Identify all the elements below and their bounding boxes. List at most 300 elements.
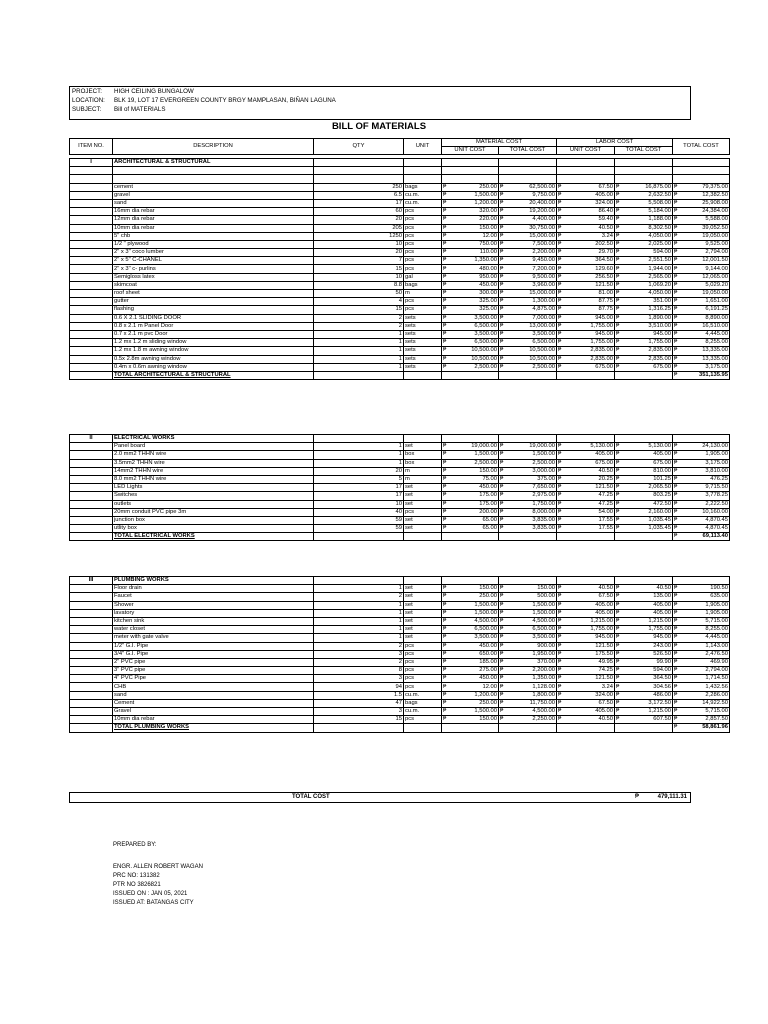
peso-icon: ₱ bbox=[442, 191, 450, 199]
empty-cell bbox=[113, 175, 314, 183]
peso-icon: ₱ bbox=[557, 508, 565, 516]
unit-cell: box bbox=[404, 459, 442, 467]
peso-icon: ₱ bbox=[673, 232, 681, 240]
empty-cell bbox=[442, 577, 499, 585]
section-number: II bbox=[70, 435, 113, 443]
description-cell: 8.0 mm2 THHN wire bbox=[113, 475, 314, 483]
peso-icon: ₱ bbox=[499, 347, 507, 355]
peso-icon: ₱ bbox=[442, 443, 450, 451]
labor-unit-cost: 40.50 bbox=[565, 224, 615, 232]
empty-cell bbox=[615, 577, 673, 585]
peso-icon: ₱ bbox=[499, 609, 507, 617]
labor-unit-cost: 40.50 bbox=[565, 585, 615, 593]
material-total-cost: 2,250.00 bbox=[507, 716, 557, 724]
empty-cell bbox=[615, 167, 673, 175]
section-table-electrical bbox=[69, 434, 730, 541]
peso-icon: ₱ bbox=[442, 626, 450, 634]
peso-icon: ₱ bbox=[442, 322, 450, 330]
peso-icon: ₱ bbox=[442, 658, 450, 666]
table-row bbox=[70, 459, 730, 467]
row-total-cost: 1,905.00 bbox=[681, 601, 730, 609]
peso-icon: ₱ bbox=[442, 451, 450, 459]
labor-unit-cost: 1,755.00 bbox=[565, 322, 615, 330]
description-cell: 1.2 mx 1.2 m sliding window bbox=[113, 339, 314, 347]
description-cell: 2" PVC pipe bbox=[113, 658, 314, 666]
peso-icon: ₱ bbox=[557, 322, 565, 330]
item-no-cell bbox=[70, 609, 113, 617]
unit-cell: set bbox=[404, 484, 442, 492]
peso-icon: ₱ bbox=[673, 675, 681, 683]
description-cell: gutter bbox=[113, 298, 314, 306]
peso-icon: ₱ bbox=[673, 601, 681, 609]
item-no-cell bbox=[70, 339, 113, 347]
unit-cell: m bbox=[404, 475, 442, 483]
peso-icon: ₱ bbox=[615, 199, 623, 207]
empty-cell bbox=[442, 167, 499, 175]
labor-unit-cost: 81.00 bbox=[565, 290, 615, 298]
peso-icon: ₱ bbox=[673, 240, 681, 248]
peso-icon: ₱ bbox=[615, 492, 623, 500]
peso-icon: ₱ bbox=[615, 609, 623, 617]
qty-cell: 2 bbox=[314, 322, 404, 330]
peso-icon: ₱ bbox=[557, 708, 565, 716]
qty-cell: 50 bbox=[314, 290, 404, 298]
peso-icon: ₱ bbox=[615, 617, 623, 625]
peso-icon: ₱ bbox=[499, 467, 507, 475]
qty-cell: 10 bbox=[314, 500, 404, 508]
labor-unit-cost: 2,835.00 bbox=[565, 347, 615, 355]
description-cell: outlets bbox=[113, 500, 314, 508]
header-unit: UNIT bbox=[404, 139, 442, 155]
description-cell: cement bbox=[113, 183, 314, 191]
item-no-cell bbox=[70, 500, 113, 508]
peso-icon: ₱ bbox=[557, 525, 565, 533]
labor-unit-cost: 20.25 bbox=[565, 475, 615, 483]
row-total-cost: 12,001.50 bbox=[681, 257, 730, 265]
labor-unit-cost: 47.25 bbox=[565, 500, 615, 508]
table-row bbox=[70, 183, 730, 191]
row-total-cost: 4,445.00 bbox=[681, 330, 730, 338]
peso-icon: ₱ bbox=[442, 339, 450, 347]
item-no-cell bbox=[70, 273, 113, 281]
labor-total-cost: 405.00 bbox=[623, 609, 673, 617]
row-total-cost: 3,175.00 bbox=[681, 459, 730, 467]
table-row bbox=[70, 240, 730, 248]
item-no-cell bbox=[70, 363, 113, 371]
material-total-cost: 7,200.00 bbox=[507, 265, 557, 273]
peso-icon: ₱ bbox=[499, 339, 507, 347]
material-total-cost: 9,450.00 bbox=[507, 257, 557, 265]
peso-icon: ₱ bbox=[615, 314, 623, 322]
material-unit-cost: 12.00 bbox=[450, 683, 499, 691]
material-unit-cost: 3,500.00 bbox=[450, 634, 499, 642]
item-no-cell bbox=[70, 355, 113, 363]
description-cell: skimcoat bbox=[113, 281, 314, 289]
description-cell: 3/4" G.I. Pipe bbox=[113, 650, 314, 658]
material-total-cost: 1,350.00 bbox=[507, 675, 557, 683]
unit-cell: bags bbox=[404, 699, 442, 707]
row-total-cost: 39,052.50 bbox=[681, 224, 730, 232]
peso-icon: ₱ bbox=[499, 240, 507, 248]
labor-unit-cost: 2,835.00 bbox=[565, 355, 615, 363]
labor-total-cost: 3,510.00 bbox=[623, 322, 673, 330]
empty-cell bbox=[673, 167, 730, 175]
labor-total-cost: 594.00 bbox=[623, 249, 673, 257]
item-no-cell bbox=[70, 658, 113, 666]
qty-cell: 15 bbox=[314, 265, 404, 273]
labor-total-cost: 1,069.20 bbox=[623, 281, 673, 289]
peso-icon: ₱ bbox=[442, 216, 450, 224]
labor-total-cost: 5,130.00 bbox=[623, 443, 673, 451]
item-no-cell bbox=[70, 585, 113, 593]
table-row bbox=[70, 525, 730, 533]
description-cell: Shower bbox=[113, 601, 314, 609]
labor-total-cost: 3,172.50 bbox=[623, 699, 673, 707]
empty-cell bbox=[404, 175, 442, 183]
item-no-cell bbox=[70, 330, 113, 338]
material-total-cost: 13,000.00 bbox=[507, 322, 557, 330]
labor-total-cost: 16,875.00 bbox=[623, 183, 673, 191]
table-row bbox=[70, 257, 730, 265]
unit-cell: pcs bbox=[404, 658, 442, 666]
unit-cell: set bbox=[404, 601, 442, 609]
peso-icon: ₱ bbox=[499, 249, 507, 257]
material-unit-cost: 65.00 bbox=[450, 516, 499, 524]
item-no-cell bbox=[70, 290, 113, 298]
peso-icon: ₱ bbox=[557, 232, 565, 240]
material-unit-cost: 450.00 bbox=[450, 642, 499, 650]
peso-icon: ₱ bbox=[442, 585, 450, 593]
peso-icon: ₱ bbox=[499, 459, 507, 467]
peso-icon: ₱ bbox=[442, 290, 450, 298]
peso-icon: ₱ bbox=[615, 500, 623, 508]
table-row bbox=[70, 500, 730, 508]
ptr-number: PTR NO 3826821 bbox=[113, 882, 161, 888]
peso-icon: ₱ bbox=[615, 525, 623, 533]
table-row bbox=[70, 691, 730, 699]
peso-icon: ₱ bbox=[673, 459, 681, 467]
labor-total-cost: 2,065.50 bbox=[623, 484, 673, 492]
peso-icon: ₱ bbox=[557, 500, 565, 508]
peso-icon: ₱ bbox=[442, 199, 450, 207]
peso-icon: ₱ bbox=[442, 634, 450, 642]
peso-icon: ₱ bbox=[499, 273, 507, 281]
peso-icon: ₱ bbox=[442, 716, 450, 724]
peso-icon: ₱ bbox=[557, 330, 565, 338]
material-unit-cost: 200.00 bbox=[450, 508, 499, 516]
row-total-cost: 1,651.00 bbox=[681, 298, 730, 306]
row-total-cost: 13,335.00 bbox=[681, 347, 730, 355]
empty-cell bbox=[404, 159, 442, 167]
peso-icon: ₱ bbox=[557, 699, 565, 707]
material-unit-cost: 150.00 bbox=[450, 716, 499, 724]
labor-total-cost: 1,215.00 bbox=[623, 617, 673, 625]
peso-icon: ₱ bbox=[673, 371, 681, 379]
empty-cell bbox=[442, 435, 499, 443]
peso-icon: ₱ bbox=[499, 183, 507, 191]
material-unit-cost: 300.00 bbox=[450, 290, 499, 298]
labor-unit-cost: 405.00 bbox=[565, 708, 615, 716]
unit-cell: set bbox=[404, 516, 442, 524]
material-unit-cost: 1,500.00 bbox=[450, 609, 499, 617]
peso-icon: ₱ bbox=[442, 459, 450, 467]
description-cell: meter with gate valve bbox=[113, 634, 314, 642]
labor-total-cost: 351.00 bbox=[623, 298, 673, 306]
peso-icon: ₱ bbox=[499, 650, 507, 658]
material-unit-cost: 6,500.00 bbox=[450, 339, 499, 347]
qty-cell: 7 bbox=[314, 257, 404, 265]
item-no-cell bbox=[70, 525, 113, 533]
peso-icon: ₱ bbox=[557, 355, 565, 363]
peso-icon: ₱ bbox=[673, 691, 681, 699]
peso-icon: ₱ bbox=[673, 273, 681, 281]
peso-icon: ₱ bbox=[673, 290, 681, 298]
qty-cell: 2 bbox=[314, 642, 404, 650]
qty-cell: 1.5 bbox=[314, 691, 404, 699]
table-row bbox=[70, 281, 730, 289]
peso-icon: ₱ bbox=[673, 609, 681, 617]
description-cell: Floor drain bbox=[113, 585, 314, 593]
material-unit-cost: 175.00 bbox=[450, 492, 499, 500]
table-row bbox=[70, 593, 730, 601]
peso-icon: ₱ bbox=[557, 347, 565, 355]
peso-icon: ₱ bbox=[499, 585, 507, 593]
row-total-cost: 1,905.00 bbox=[681, 451, 730, 459]
peso-icon: ₱ bbox=[615, 347, 623, 355]
peso-icon: ₱ bbox=[557, 208, 565, 216]
material-total-cost: 150.00 bbox=[507, 585, 557, 593]
labor-total-cost: 2,565.00 bbox=[623, 273, 673, 281]
labor-unit-cost: 405.00 bbox=[565, 451, 615, 459]
peso-icon: ₱ bbox=[673, 724, 681, 732]
header-description: DESCRIPTION bbox=[113, 139, 314, 155]
subject-value: Bill of MATERIALS bbox=[114, 106, 166, 113]
peso-icon: ₱ bbox=[499, 642, 507, 650]
empty-cell bbox=[557, 175, 615, 183]
unit-cell: pcs bbox=[404, 232, 442, 240]
labor-unit-cost: 86.40 bbox=[565, 208, 615, 216]
material-total-cost: 6,500.00 bbox=[507, 339, 557, 347]
material-unit-cost: 250.00 bbox=[450, 183, 499, 191]
peso-icon: ₱ bbox=[615, 216, 623, 224]
peso-icon: ₱ bbox=[673, 281, 681, 289]
unit-cell: set bbox=[404, 585, 442, 593]
section-total-label: TOTAL ARCHITECTURAL & STRUCTURAL bbox=[113, 371, 314, 379]
peso-icon: ₱ bbox=[499, 306, 507, 314]
material-unit-cost: 10,500.00 bbox=[450, 355, 499, 363]
labor-unit-cost: 675.00 bbox=[565, 363, 615, 371]
peso-icon: ₱ bbox=[673, 191, 681, 199]
peso-icon: ₱ bbox=[499, 691, 507, 699]
labor-total-cost: 364.50 bbox=[623, 675, 673, 683]
peso-icon: ₱ bbox=[499, 290, 507, 298]
qty-cell: 59 bbox=[314, 525, 404, 533]
peso-icon: ₱ bbox=[442, 314, 450, 322]
peso-icon: ₱ bbox=[673, 492, 681, 500]
empty-cell bbox=[314, 435, 404, 443]
peso-icon: ₱ bbox=[499, 508, 507, 516]
section-heading-row bbox=[70, 435, 730, 443]
row-total-cost: 190.50 bbox=[681, 585, 730, 593]
qty-cell: 1 bbox=[314, 363, 404, 371]
peso-icon: ₱ bbox=[673, 355, 681, 363]
empty-cell bbox=[499, 724, 557, 732]
row-total-cost: 10,160.00 bbox=[681, 508, 730, 516]
peso-icon: ₱ bbox=[557, 314, 565, 322]
qty-cell: 1 bbox=[314, 330, 404, 338]
peso-icon: ₱ bbox=[615, 650, 623, 658]
empty-cell bbox=[404, 167, 442, 175]
labor-total-cost: 304.56 bbox=[623, 683, 673, 691]
description-cell: flashing bbox=[113, 306, 314, 314]
item-no-cell bbox=[70, 667, 113, 675]
row-total-cost: 3,175.00 bbox=[681, 363, 730, 371]
labor-total-cost: 1,035.45 bbox=[623, 516, 673, 524]
peso-icon: ₱ bbox=[442, 492, 450, 500]
row-total-cost: 4,870.45 bbox=[681, 525, 730, 533]
qty-cell: 3 bbox=[314, 650, 404, 658]
peso-icon: ₱ bbox=[673, 224, 681, 232]
row-total-cost: 3,778.25 bbox=[681, 492, 730, 500]
unit-cell: pcs bbox=[404, 249, 442, 257]
labor-total-cost: 243.00 bbox=[623, 642, 673, 650]
labor-unit-cost: 405.00 bbox=[565, 191, 615, 199]
peso-icon: ₱ bbox=[442, 265, 450, 273]
peso-icon: ₱ bbox=[499, 593, 507, 601]
section-name: ARCHITECTURAL & STRUCTURAL bbox=[113, 159, 314, 167]
peso-icon: ₱ bbox=[673, 265, 681, 273]
table-row bbox=[70, 609, 730, 617]
material-unit-cost: 65.00 bbox=[450, 525, 499, 533]
labor-total-cost: 526.50 bbox=[623, 650, 673, 658]
labor-unit-cost: 3.24 bbox=[565, 683, 615, 691]
table-row bbox=[70, 363, 730, 371]
peso-icon: ₱ bbox=[442, 691, 450, 699]
page-title: BILL OF MATERIALS bbox=[331, 121, 427, 132]
project-row bbox=[72, 87, 194, 96]
labor-total-cost: 8,302.50 bbox=[623, 224, 673, 232]
peso-icon: ₱ bbox=[442, 298, 450, 306]
peso-icon: ₱ bbox=[673, 516, 681, 524]
item-no-cell bbox=[70, 484, 113, 492]
item-no-cell bbox=[70, 224, 113, 232]
item-no-cell bbox=[70, 601, 113, 609]
peso-icon: ₱ bbox=[615, 658, 623, 666]
peso-icon: ₱ bbox=[442, 355, 450, 363]
peso-icon: ₱ bbox=[557, 339, 565, 347]
peso-icon: ₱ bbox=[673, 500, 681, 508]
row-total-cost: 5,029.20 bbox=[681, 281, 730, 289]
table-row bbox=[70, 191, 730, 199]
peso-icon: ₱ bbox=[442, 363, 450, 371]
peso-icon: ₱ bbox=[499, 224, 507, 232]
unit-cell: set bbox=[404, 500, 442, 508]
peso-icon: ₱ bbox=[499, 699, 507, 707]
table-row bbox=[70, 634, 730, 642]
qty-cell: 2 bbox=[314, 314, 404, 322]
material-unit-cost: 950.00 bbox=[450, 273, 499, 281]
labor-unit-cost: 405.00 bbox=[565, 609, 615, 617]
description-cell: 3.5mm2 THHN wire bbox=[113, 459, 314, 467]
material-total-cost: 7,500.00 bbox=[507, 240, 557, 248]
peso-icon: ₱ bbox=[615, 516, 623, 524]
material-total-cost: 2,500.00 bbox=[507, 363, 557, 371]
peso-icon: ₱ bbox=[557, 265, 565, 273]
peso-icon: ₱ bbox=[615, 339, 623, 347]
qty-cell: 1250 bbox=[314, 232, 404, 240]
material-total-cost: 3,960.00 bbox=[507, 281, 557, 289]
qty-cell: 1 bbox=[314, 459, 404, 467]
item-no-cell bbox=[70, 199, 113, 207]
peso-icon: ₱ bbox=[557, 443, 565, 451]
empty-cell bbox=[404, 371, 442, 379]
empty-cell bbox=[314, 724, 404, 732]
material-unit-cost: 250.00 bbox=[450, 699, 499, 707]
peso-icon: ₱ bbox=[499, 216, 507, 224]
item-no-cell bbox=[70, 516, 113, 524]
description-cell: sand bbox=[113, 691, 314, 699]
peso-icon: ₱ bbox=[557, 183, 565, 191]
empty-cell bbox=[442, 371, 499, 379]
material-unit-cost: 1,500.00 bbox=[450, 601, 499, 609]
material-total-cost: 3,500.00 bbox=[507, 634, 557, 642]
labor-total-cost: 2,551.50 bbox=[623, 257, 673, 265]
empty-cell bbox=[615, 159, 673, 167]
material-unit-cost: 320.00 bbox=[450, 208, 499, 216]
qty-cell: 1 bbox=[314, 451, 404, 459]
labor-unit-cost: 175.50 bbox=[565, 650, 615, 658]
peso-icon: ₱ bbox=[442, 475, 450, 483]
section-total-label: TOTAL ELECTRICAL WORKS bbox=[113, 533, 314, 541]
labor-total-cost: 40.50 bbox=[623, 585, 673, 593]
row-total-cost: 16,510.00 bbox=[681, 322, 730, 330]
item-no-cell bbox=[70, 708, 113, 716]
material-unit-cost: 325.00 bbox=[450, 306, 499, 314]
material-total-cost: 10,500.00 bbox=[507, 347, 557, 355]
row-total-cost: 1,143.00 bbox=[681, 642, 730, 650]
qty-cell: 3 bbox=[314, 675, 404, 683]
peso-icon: ₱ bbox=[673, 216, 681, 224]
material-unit-cost: 175.00 bbox=[450, 500, 499, 508]
peso-icon: ₱ bbox=[442, 330, 450, 338]
qty-cell: 3 bbox=[314, 708, 404, 716]
empty-cell bbox=[499, 175, 557, 183]
peso-icon: ₱ bbox=[635, 794, 640, 800]
labor-total-cost: 607.50 bbox=[623, 716, 673, 724]
material-total-cost: 1,128.00 bbox=[507, 683, 557, 691]
description-cell: 16mm dia rebar bbox=[113, 208, 314, 216]
labor-unit-cost: 324.00 bbox=[565, 691, 615, 699]
peso-icon: ₱ bbox=[499, 683, 507, 691]
item-no-cell bbox=[70, 322, 113, 330]
empty-cell bbox=[673, 175, 730, 183]
peso-icon: ₱ bbox=[442, 273, 450, 281]
empty-cell bbox=[615, 724, 673, 732]
item-no-cell bbox=[70, 508, 113, 516]
labor-unit-cost: 40.50 bbox=[565, 716, 615, 724]
material-total-cost: 15,000.00 bbox=[507, 290, 557, 298]
table-row bbox=[70, 467, 730, 475]
material-unit-cost: 220.00 bbox=[450, 216, 499, 224]
peso-icon: ₱ bbox=[442, 467, 450, 475]
peso-icon: ₱ bbox=[615, 626, 623, 634]
peso-icon: ₱ bbox=[673, 249, 681, 257]
material-total-cost: 2,500.00 bbox=[507, 459, 557, 467]
peso-icon: ₱ bbox=[615, 675, 623, 683]
peso-icon: ₱ bbox=[615, 716, 623, 724]
table-row bbox=[70, 667, 730, 675]
row-total-cost: 469.90 bbox=[681, 658, 730, 666]
